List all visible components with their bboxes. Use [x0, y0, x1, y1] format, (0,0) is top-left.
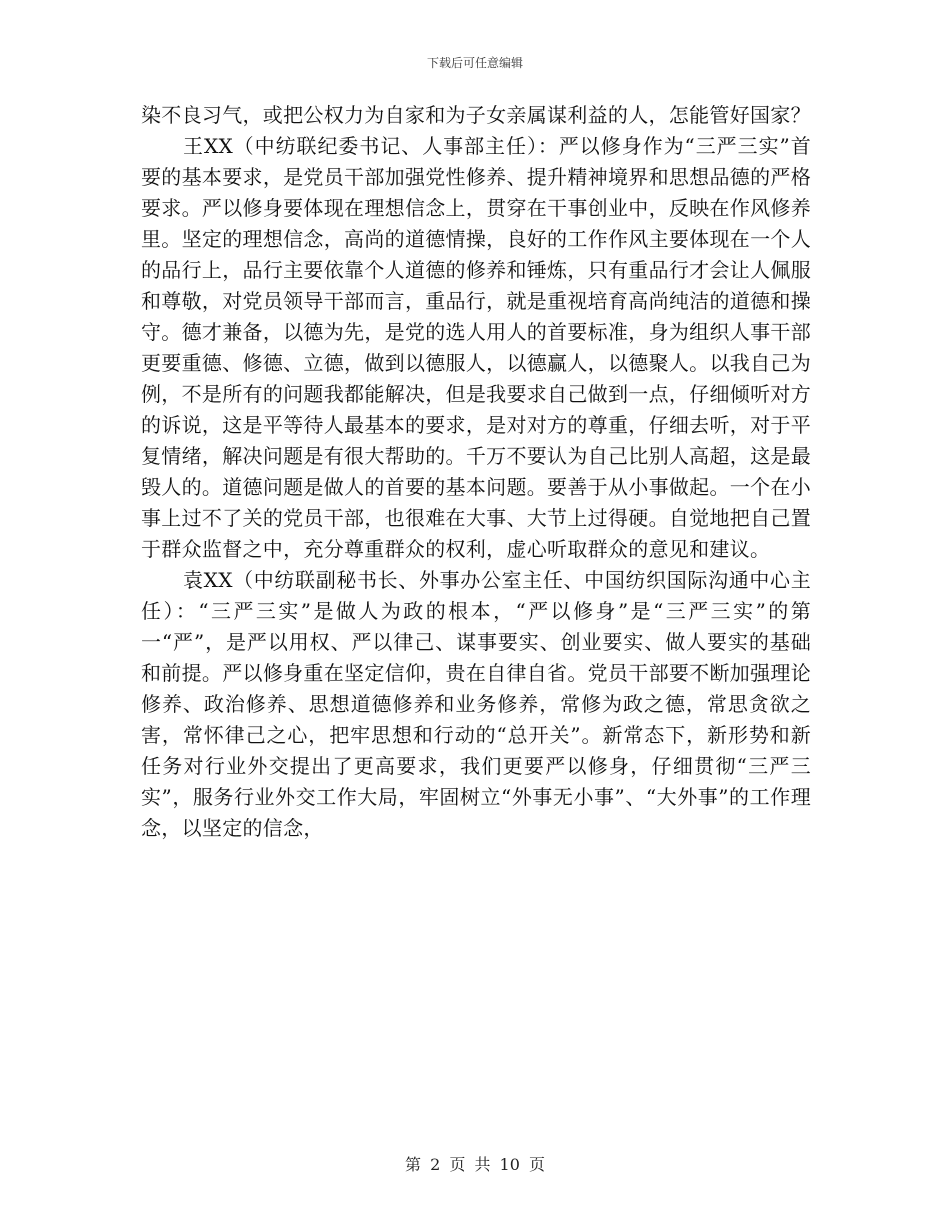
page-footer: 第 2 页 共 10 页 [405, 1155, 545, 1174]
paragraph-wang: 王XX（中纺联纪委书记、人事部主任）：严以修身作为“三严三实”首要的基本要求，是党员干部加强党性修养、提升精神境界和思想品德的严格要求。严以修身要体现在理想信念上，贯穿在干事创业中，反映在作风修养里。坚定的理想信念，高尚的道德情操，良好的工作作风主要体现在一个人的品行上，品行主要依靠个人道德的修养和锤炼，只有重品行才会让人佩服和尊敬，对党员领导干部而言，重品行，就是重视培育高尚纯洁的道德和操守。德才兼备，以德为先，是党的选人用人的首要标准，身为组织人事干部更要重德、修德、立德，做到以德服人，以德赢人，以德聚人。以我自己为例，不是所有的问题我都能解决，但是我要求自己做到一点，仔细倾听对方的诉说，这是平等待人最基本的要求，是对对方的尊重，仔细去听，对于平复情绪，解决问题是有很大帮助的。千万不要认为自己比别人高超，这是最毁人的。道德问题是做人的首要的基本问题。要善于从小事做起。一个在小事上过不了关的党员干部，也很难在大事、大节上过得硬。自觉地把自己置于群众监督之中，充分尊重群众的权利，虚心听取群众的意见和建议。 [141, 134, 811, 561]
page-header: 下载后可任意编辑 [426, 56, 523, 70]
paragraph-yuan: 袁XX（中纺联副秘书长、外事办公室主任、中国纺织国际沟通中心主任）：“三严三实”是做人为政的根本，“严以修身”是“三严三实”的第一“严”，是严以用权、严以律己、谋事要实、创业要实、做人要实的基础和前提。严以修身重在坚定信仰，贵在自律自省。党员干部要不断加强理论修养、政治修养、思想道德修养和业务修养，常修为政之德，常思贪欲之害，常怀律己之心，把牢思想和行动的“总开关”。新常态下，新形势和新任务对行业外交提出了更高要求，我们更要严以修身，仔细贯彻“三严三实”，服务行业外交工作大局，牢固树立“外事无小事”、“大外事”的工作理念，以坚定的信念， [141, 568, 811, 840]
paragraph-continuation: 染不良习气，或把公权力为自家和为子女亲属谋利益的人，怎能管好国家？ [141, 103, 811, 127]
document-body [141, 100, 811, 844]
